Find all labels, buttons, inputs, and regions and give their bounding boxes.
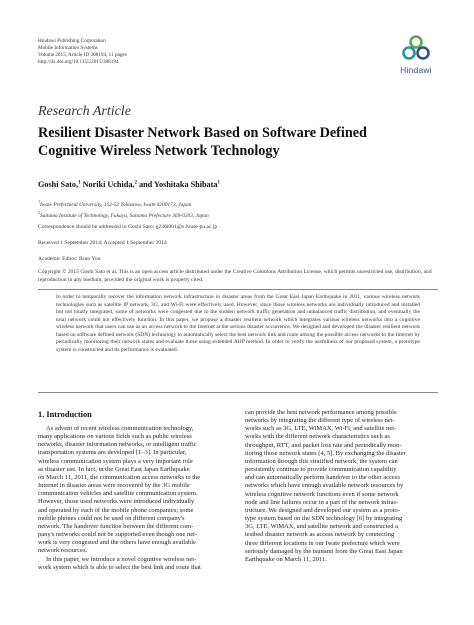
title-line: Resilient Disaster Network Based on Software Defined <box>38 125 367 141</box>
text-line: communication vehicles and satellite communication system. <box>38 490 198 498</box>
hindawi-logo <box>393 34 439 78</box>
text-line: can provide the best network performance among possible <box>245 409 397 416</box>
academic-editor: Academic Editor: Ilsun You <box>38 256 101 262</box>
text-line: three different locations in our Iwate prefecture which were <box>245 539 400 547</box>
author-name: Noriki Uchida, <box>82 180 135 189</box>
logo-text: Hindawi <box>400 65 432 75</box>
article-type: Research Article <box>38 104 131 119</box>
author-affil-mark: 1 <box>78 180 81 186</box>
text-line: transportation systems are developed [1–3]. In particular, <box>38 449 187 457</box>
text-line: wireless cognitive network functions even if some network <box>245 490 399 498</box>
left-column <box>38 425 230 572</box>
text-line: 3G, LTE, WiMAX, and satellite network and constructed a <box>245 523 398 531</box>
abstract-bottom-rule <box>38 392 438 393</box>
text-line: information through this stratified network, the system can <box>245 457 398 465</box>
paper-title <box>38 124 438 160</box>
affiliation-text: Saitama Institute of Technology, Fukaya, Saitama Prefecture 369-0203, Japan <box>40 212 209 219</box>
text-line: As advent of recent wireless communication technology, <box>46 425 194 432</box>
journal-name: Mobile Information Systems <box>38 45 98 51</box>
affiliation <box>38 198 209 209</box>
publisher: Hindawi Publishing Corporation <box>38 38 106 44</box>
received-dates: Received 1 September 2014; Accepted 1 September 2014 <box>38 240 167 246</box>
text-line: node and line failures occur in a part of the network infras- <box>245 498 399 506</box>
text-line: testbed disaster network as access network by connecting <box>245 531 395 539</box>
text-line: tructure. We designed and developed our system as a proto- <box>245 506 400 514</box>
text-line: wireless communication system plays a very important role <box>38 457 193 465</box>
journal-header <box>38 38 127 66</box>
text-line: as disaster use. In fact, in the Great East Japan Earthquake <box>38 465 190 473</box>
volume-info: Volume 2015, Article ID 308194, 11 pages <box>38 52 127 58</box>
text-line: pany's networks could not be supported even though one net- <box>38 531 198 539</box>
text-line: In this paper, we introduce a novel cognitive wireless net- <box>46 555 197 563</box>
author-affil-mark: 2 <box>134 180 137 186</box>
text-line: type system based on the SDN technology [6] by integrating <box>245 515 403 523</box>
text-line: seriously damaged by the tsunami from the Great East Japan <box>245 547 403 555</box>
affiliation <box>38 209 209 220</box>
author-list <box>38 180 220 189</box>
author-affil-mark: 1 <box>217 180 220 186</box>
affiliation-mark: 2 <box>38 209 40 215</box>
text-line: network. The handover function between the different com- <box>38 522 194 530</box>
text-line: on March 11, 2011, the communication access networks to the <box>38 473 201 481</box>
text-line: itoring those network states [4, 5]. By exchanging the disaster <box>245 449 406 457</box>
right-column <box>245 409 439 564</box>
author-name: and Yoshitaka Shibata <box>139 180 218 189</box>
text-line: throughput, RTT, and packet loss rate and periodically mon- <box>245 441 402 449</box>
text-line: persistently continue to provide communication capability <box>245 466 397 474</box>
text-line: mobile phones could not be used on different company's <box>38 514 185 522</box>
text-line: and can automatically perform handover to the other access <box>245 474 400 482</box>
affiliation-mark: 1 <box>38 199 40 204</box>
text-line: networks by integrating the different type of wireless net- <box>245 417 395 425</box>
affiliations <box>38 198 209 220</box>
hindawi-logo-icon <box>401 34 431 64</box>
title-line: Cognitive Wireless Network Technology <box>38 143 280 159</box>
text-line: networks which have enough available network resources by <box>245 482 404 490</box>
text-line: work system which is able to select the best link and route that <box>38 563 201 571</box>
correspondence: Correspondence should be addressed to Goshi Sato; g236i001@s.iwate-pu.ac.jp <box>38 224 218 230</box>
text-line: and operated by each of the mobile phone companies; some <box>38 506 194 514</box>
text-line: many applications on various fields such as public wireless <box>38 433 192 441</box>
text-line: work is very congested and the others have enough available <box>38 539 196 547</box>
copyright-notice: Copyright © 2015 Goshi Sato et al. This is an open access article distributed under the Creative Commons Attribution License, which permits unrestricted use, distribution, and reproduction in any medium, provided the original work is properly cited. <box>38 269 432 283</box>
author-name: Goshi Sato, <box>38 180 79 189</box>
text-line: networks, disaster information networks, or intelligent traffic <box>38 441 197 449</box>
text-line: works with the different network characteristics such as <box>245 433 390 441</box>
abstract-top-rule <box>38 289 438 290</box>
abstract: In order to temporally recover the information network infrastructure in disaster areas from the Great East Japan Earthquake in 2011, various wireless network technologies such as satellite IP network, 3G, and Wi-Fi were effectively used. However, since those wireless networks are individually introduced and installed but not totally integrated, some of networks were congested due to the sudden network traffic generation and unbalanced traffic distribution, and eventually the total network could not effectively function. In this paper, we propose a disaster resilient network which integrates various wireless networks into a cognitive wireless network that users can use as an access network to the Internet at the serious disaster occurrence. We designed and developed the disaster resilient network based on software defined network (SDN) technology to automatically select the best network link and route among the possible access networks to the Internet by periodically monitoring their network states and evaluate those using extended AHP method. In order to verify the usefulness of our proposed system, a prototype system is constructed and its performance is evaluated. <box>56 294 420 353</box>
text-line: Internet in disaster areas were recovered by the 3G mobile <box>38 482 190 490</box>
text-line: Earthquake on March 11, 2011. <box>245 555 327 563</box>
affiliation-text: Iwate Prefectural University, 152-52 Takizawa, Iwate 0200173, Japan <box>40 201 192 208</box>
text-line: works such as 3G, LTE, WiMAX, Wi-Fi, and satellite net- <box>245 425 397 433</box>
doi-link[interactable]: http://dx.doi.org/10.1155/2015/308194 <box>38 59 119 65</box>
text-line: network resources. <box>38 547 88 555</box>
section-heading: 1. Introduction <box>38 410 92 419</box>
text-line: However, those used networks were introduced individually <box>38 498 195 506</box>
